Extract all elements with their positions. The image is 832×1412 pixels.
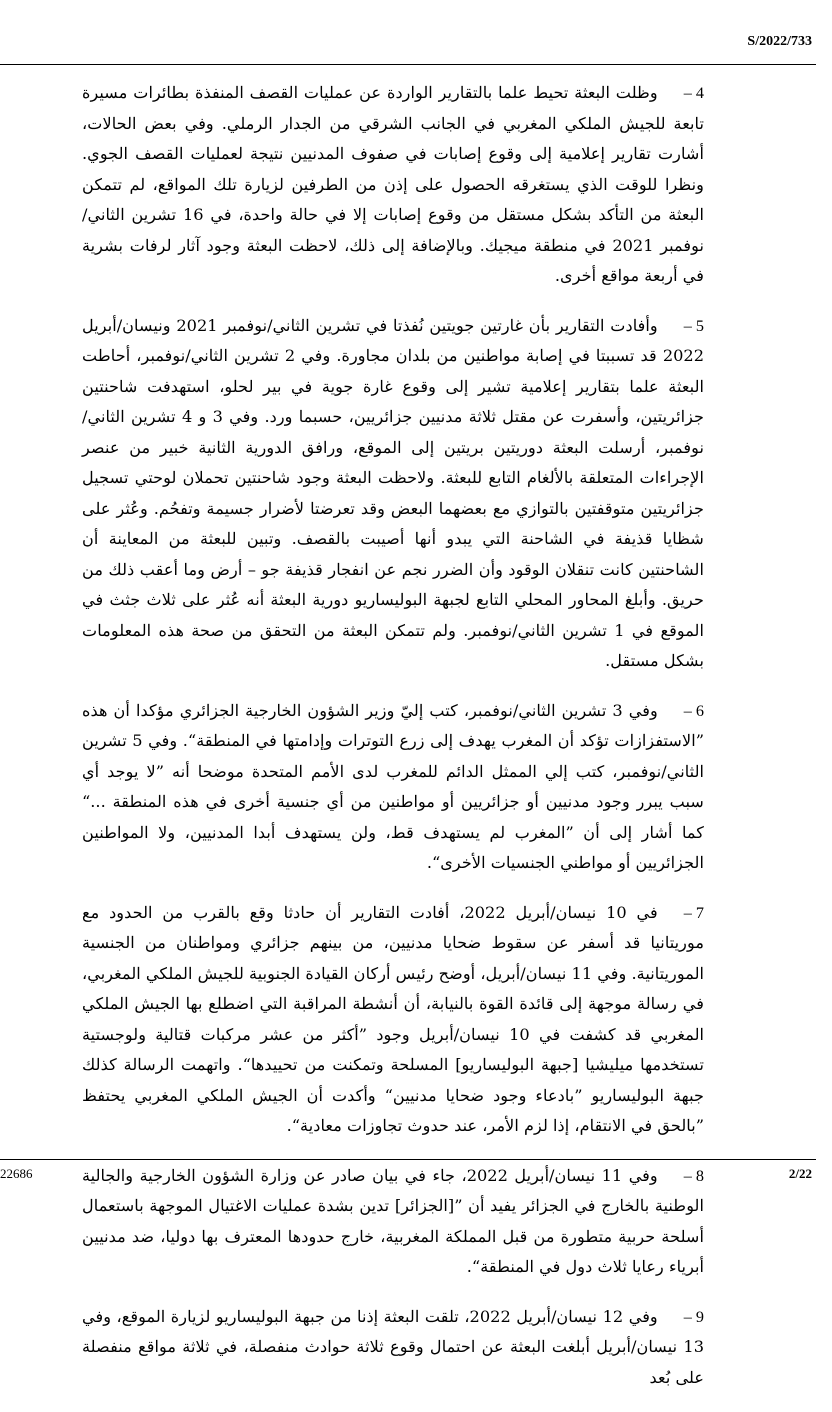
paragraph-text: وأفادت التقارير بأن غارتين جويتين نُفذتا في تشرين الثاني/نوفمبر 2021 ونيسان/أبريل 2022 قد تسببتا في إصابة مواطنين من بلدان مجاورة. وفي 2 تشرين الثاني/نوفمبر، أحاطت البعثة علما بتقارير إعلامية تشير إلى وقوع غارة جوية في بير لحلو، استهدفت شاحنتين جزائريتين، وأسفرت عن مقتل ثلاثة مدنيين جزائريين، حسبما ورد. وفي 3 و 4 تشرين الثاني/نوفمبر، أرسلت البعثة دوريتين بريتين إلى الموقع، ورافق الدورية الثانية خبير من عنصر الإجراءات المتعلقة بالألغام التابع للبعثة. ولاحظت البعثة وجود شاحنتين تحملان لوحتي تسجيل جزائريتين متوقفتين بالتوازي مع بعضهما البعض وقد تعرضتا لأضرار جسيمة وتفحُم. وعُثر على شظايا قذيفة في الشاحنة التي يبدو أنها أصيبت بالقصف. وتبين للبعثة من المعاينة أن الشاحنتين كانت تنقلان الوقود وأن الضرر نجم عن انفجار قذيفة جو – أرض وما أعقب ذلك من حريق. وأبلغ المحاور المحلي التابع لجبهة البوليساريو دورية البعثة أنه عُثر على ثلاث جثث في الموقع في 1 تشرين الثاني/نوفمبر. ولم تتمكن البعثة من التحقق من صحة هذه المعلومات بشكل مستقل. [82,315,705,670]
paragraph-number: 8 – [683,1166,704,1185]
paragraph-number: 7 – [683,903,704,922]
header-rule [0,64,816,65]
paragraph-text: وفي 11 نيسان/أبريل 2022، جاء في بيان صادر عن وزارة الشؤون الخارجية والجالية الوطنية بالخارج في الجزائر يفيد أن ”[الجزائر] تدين بشدة عمليات الاغتيال الموجهة باستعمال أسلحة حربية متطورة من قبل المملكة المغربية، خارج حدودها المعترف بها دوليا، ضد مدنيين أبرياء رعايا ثلاث دول في المنطقة“. [82,1165,704,1276]
paragraph-text: وفي 12 نيسان/أبريل 2022، تلقت البعثة إذنا من جبهة البوليساريو لزيارة الموقع، وفي 13 نيسان/أبريل أبلغت البعثة عن احتمال وقوع ثلاثة حوادث منفصلة، في ثلاثة مواقع منفصلة على بُعد [82,1306,704,1387]
document-body [82,78,704,1412]
paragraph-9 [82,1302,704,1394]
paragraph-number: 9 – [683,1307,704,1326]
paragraph-5 [82,311,704,677]
paragraph-7 [82,898,704,1142]
paragraph-number: 6 – [683,701,704,720]
paragraph-text: في 10 نيسان/أبريل 2022، أفادت التقارير أن حادثا وقع بالقرب من الحدود مع موريتانيا قد أسفر عن سقوط ضحايا مدنيين، من بينهم جزائري ومواطنان من الجنسية الموريتانية. وفي 11 نيسان/أبريل، أوضح رئيس أركان القيادة الجنوبية للجيش الملكي المغربي، في رسالة موجهة إلى قائدة القوة بالنيابة، أن أنشطة المراقبة التي اضطلع بها الجيش الملكي المغربي قد كشفت في 10 نيسان/أبريل وجود ”أكثر من عشر مركبات قتالية ولوجستية تستخدمها ميليشيا [جبهة البوليساريو] المسلحة وتمكنت من تحييدها“. واتهمت الرسالة كذلك جبهة البوليساريو ”بادعاء وجود ضحايا مدنيين“ وأكدت أن الجيش الملكي المغربي يحتفظ ”بالحق في الانتقام، إذا لزم الأمر، عند حدوث تجاوزات معادية“. [82,902,704,1135]
paragraph-number: 4 – [683,84,704,102]
page-number: 2/22 [788,1166,812,1181]
footer-rule [0,1159,816,1160]
paragraph-6 [82,696,704,879]
paragraph-text: وفي 3 تشرين الثاني/نوفمبر، كتب إليّ وزير الشؤون الخارجية الجزائري مؤكدا أن هذه ”الاستفزازات تؤكد أن المغرب يهدف إلى زرع التوترات وإدامتها في المنطقة“. وفي 5 تشرين الثاني/نوفمبر، كتب إلي الممثل الدائم للمغرب لدى الأمم المتحدة موضحا أنه ”لا يوجد أي سبب يبرر وجود مدنيين أو جزائريين أو مواطنين من أي جنسية أخرى في هذه المنطقة ...“ كما أشار إلى أن ”المغرب لم يستهدف قط، ولن يستهدف أبدا المدنيين، ولا المواطنين الجزائريين أو مواطني الجنسيات الأخرى“. [82,700,705,872]
paragraph-8 [82,1161,704,1283]
paragraph-number: 5 – [683,316,704,335]
job-number: 22686 [0,1166,33,1181]
paragraph-4 [82,78,704,292]
document-symbol: S/2022/733 [747,34,812,49]
paragraph-text: وظلت البعثة تحيط علما بالتقارير الواردة عن عمليات القصف المنفذة بطائرات مسيرة تابعة للجيش الملكي المغربي في الجانب الشرقي من الجدار الرملي. وفي بعض الحالات، أشارت تقارير إعلامية إلى وقوع إصابات في صفوف المدنيين نتيجة لعمليات القصف الجوي. ونظرا للوقت الذي يستغرقه الحصول على إذن من الطرفين لزيارة تلك المواقع، لم تتمكن البعثة من التأكد بشكل مستقل من وقوع إصابات إلا في حالة واحدة، في 16 تشرين الثاني/نوفمبر 2021 في منطقة ميجيك. وبالإضافة إلى ذلك، لاحظت البعثة وجود آثار لرفات بشرية في أربعة مواقع أخرى. [82,83,704,285]
